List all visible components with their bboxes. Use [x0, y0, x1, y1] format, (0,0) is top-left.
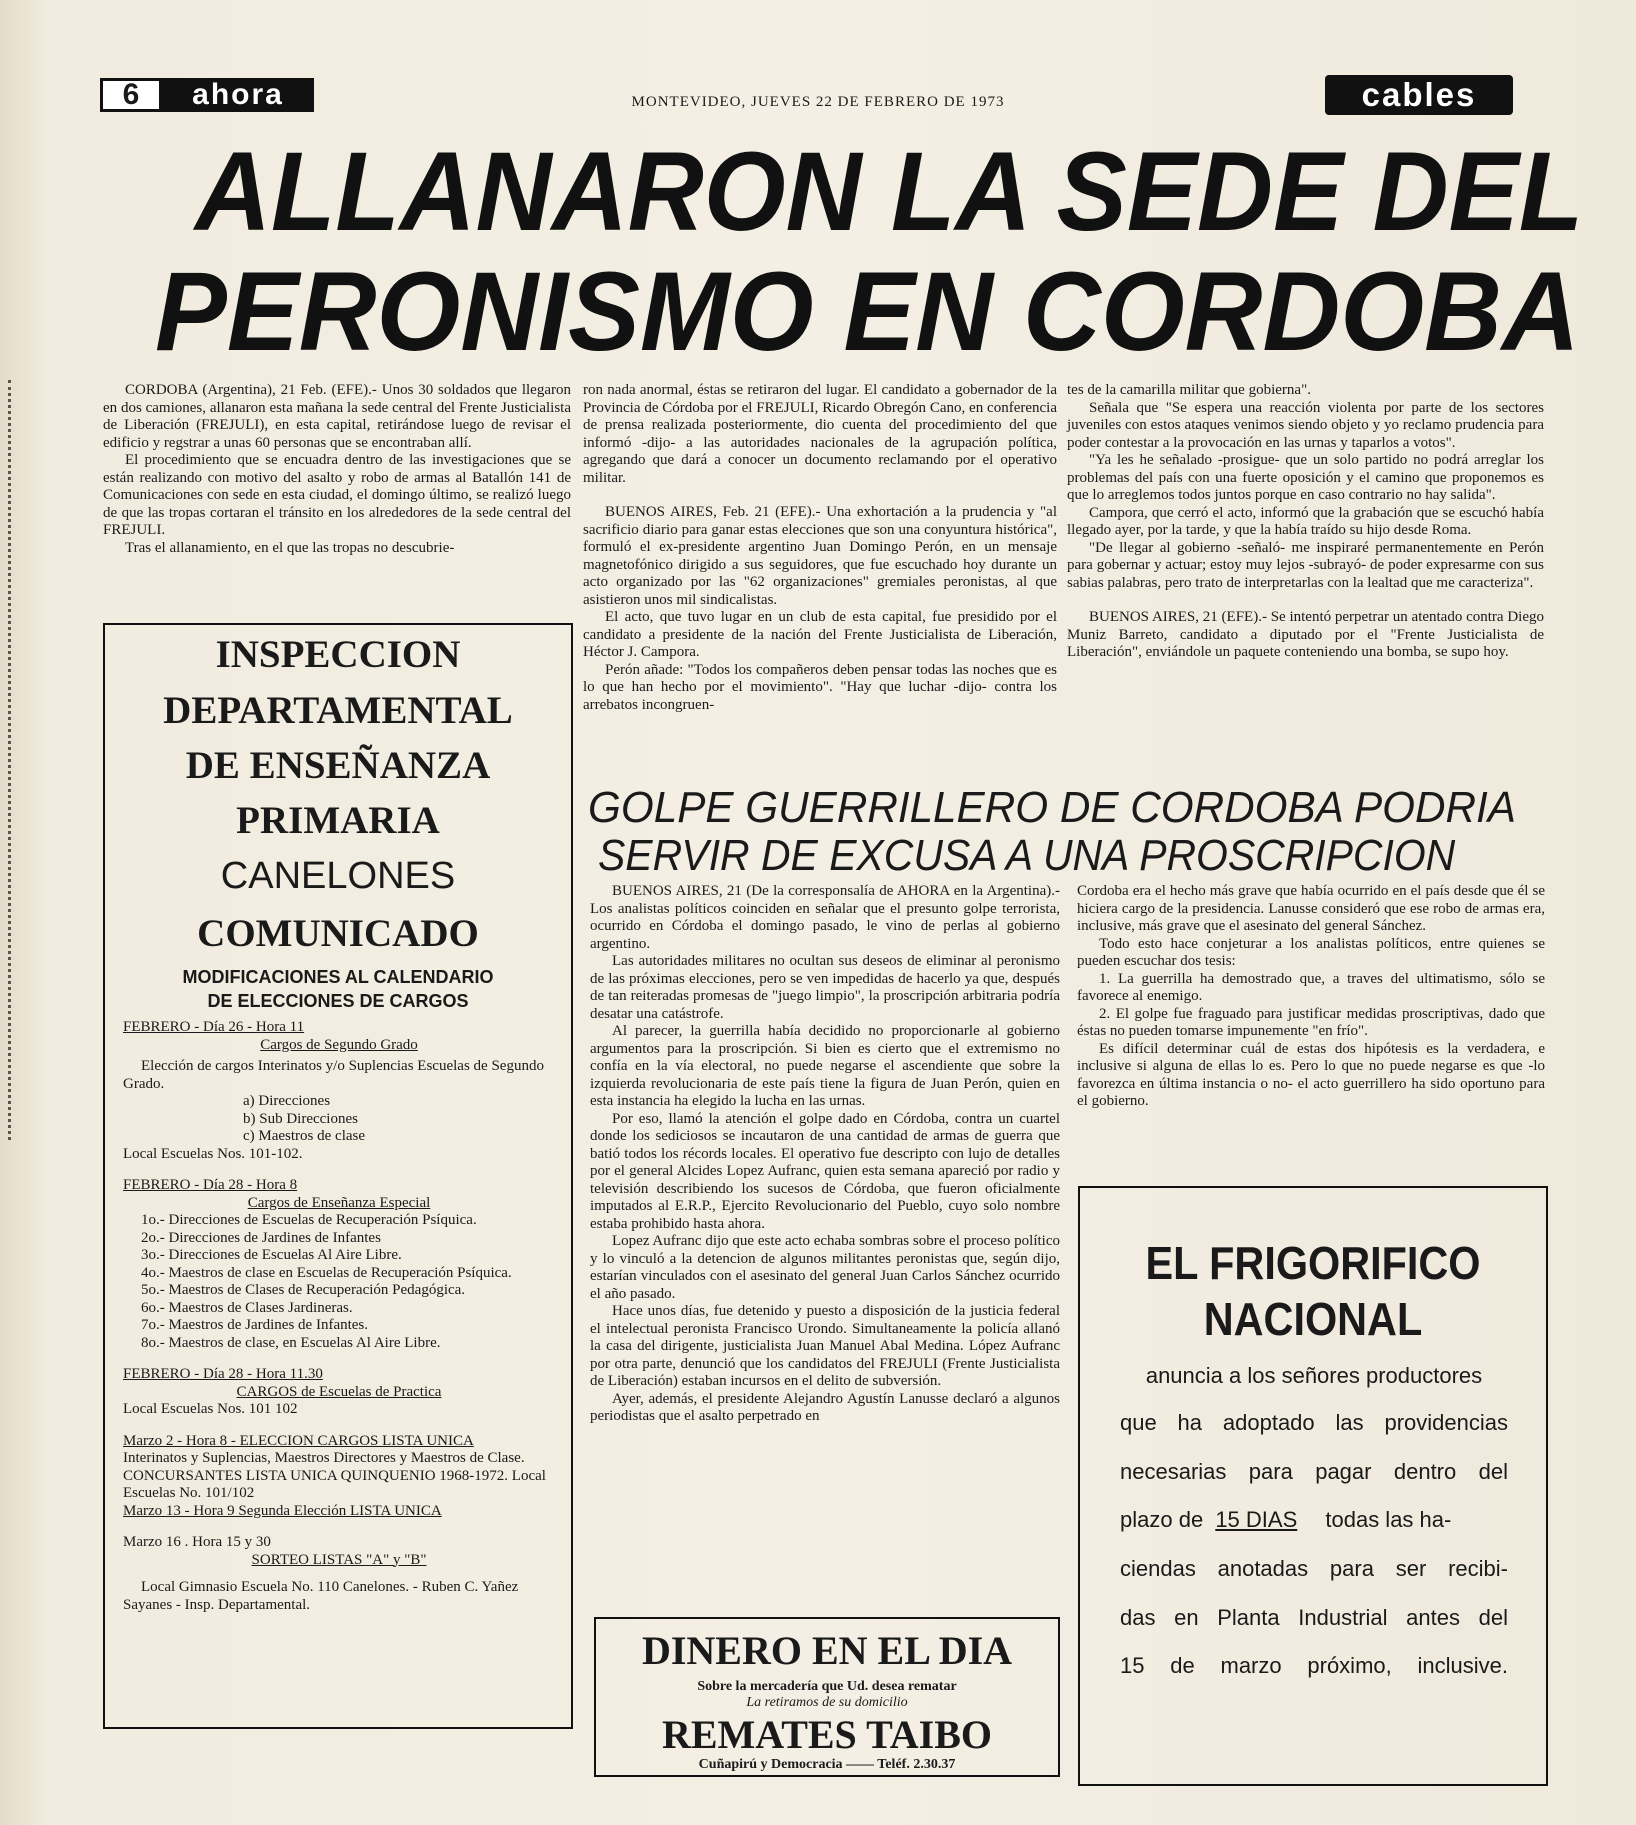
schedule-item: 3o.- Direcciones de Escuelas Al Aire Libre. — [141, 1247, 402, 1263]
section-label: cables — [1325, 75, 1513, 115]
schedule-heading: FEBRERO - Día 26 - Hora 11 — [123, 1019, 305, 1035]
schedule-item: a) Direcciones — [243, 1093, 331, 1109]
schedule-location: Local Escuelas Nos. 101-102. — [123, 1145, 303, 1162]
schedule-text: Interinatos y Suplencias, Maestros Directores y Maestros de Clase. CONCURSANTES LISTA UNICA QUINQUENIO 1968-1972. Local Escuelas No. 101/102 — [123, 1450, 546, 1501]
article-paragraph: Es difícil determinar cuál de estas dos hipótesis es la verdadera, e inclusive si alguna de ellas lo es. Pero lo que no puede negarse es que -lo favorezca en última instancia o no- el acto guerrillero ha sido oportuno para el gobierno. — [1077, 1040, 1545, 1109]
notice-signature: Local Gimnasio Escuela No. 110 Canelones. - Ruben C. Yañez Sayanes - Insp. Departamental. — [123, 1579, 519, 1613]
article-paragraph: Hace unos días, fue detenido y puesto a disposición de la justicia federal el intelectual peronista Francisco Urondo. Simultaneamente la policía allanó la casa del dirigente, justicialista Juan Manuel Abal Medina. López Aufranc por otra parte, denunció que los candidatos del FREJULI (Frente Justicialista de Liberación) estaban incursos en el delito de subversión. — [590, 1303, 1060, 1389]
schedule-item: 4o.- Maestros de clase en Escuelas de Recuperación Psíquica. — [141, 1264, 512, 1281]
schedule-subheading: Cargos de Enseñanza Especial — [247, 1194, 431, 1211]
frigorifico-ad-title: NACIONAL — [1203, 1293, 1423, 1345]
article-paragraph: Tras el allanamiento, en el que las tropas no descubrie- — [125, 539, 455, 556]
dateline: MONTEVIDEO, JUEVES 22 DE FEBRERO DE 1973 — [631, 94, 1005, 110]
article-paragraph: 2. El golpe fue fraguado para justificar medidas proscriptivas, dado que éstas no pueden tomarse impunemente "en frío". — [1077, 1005, 1545, 1039]
frigorifico-ad — [1078, 1186, 1548, 1786]
article1-column2 — [583, 382, 1057, 714]
schedule-heading: Marzo 16 . Hora 15 y 30 — [123, 1534, 271, 1550]
schedule-item: 8o.- Maestros de clase, en Escuelas Al Aire Libre. — [141, 1334, 441, 1351]
notice-subheading: MODIFICACIONES AL CALENDARIO — [182, 967, 494, 987]
article-paragraph: BUENOS AIRES, Feb. 21 (EFE).- Una exhortación a la prudencia y "al sacrificio diario para ganar estas elecciones que son una conyuntura histórica", formuló el ex-presidente argentino Juan Domingo Perón, en un mensaje magnetofónico dirigido a sus seguidores, que fue escuchado hoy durante un acto organizado por las "62 organizaciones" gremiales peronistas, al que asistieron unos mil sindicalistas. — [583, 504, 1057, 608]
article-paragraph: Las autoridades militares no ocultan sus deseos de eliminar al peronismo de las próximas elecciones, pero se ven impedidas de hacerlo ya que, después de tan reiteradas promesas de "juego limpio", la proscripción arbitraria podría desatar una catástrofe. — [590, 953, 1060, 1022]
article-paragraph: "Ya les he señalado -prosigue- que un solo partido no podrá arreglar los problemas del país con una fuerte oposición y el camino que proponemos es que lo arreglemos todos juntos porque en caso contrario no hay salida". — [1067, 452, 1544, 503]
schedule-item: 1o.- Direcciones de Escuelas de Recuperación Psíquica. — [141, 1212, 477, 1228]
article-paragraph: Señala que "Se espera una reacción violenta por parte de los sectores juveniles con estos ataques venimos siendo objeto y yo reclamo prudencia para poder contestar a la provocación en las urnas y taparlos a votos". — [1067, 399, 1544, 451]
frigorifico-ad-line: ciendas anotadas para ser recibi- — [1120, 1556, 1508, 1581]
frigorifico-ad-line: 15 de marzo próximo, inclusive. — [1120, 1653, 1508, 1678]
article2-column1 — [590, 883, 1060, 1426]
frigorifico-ad-text: plazo de — [1120, 1507, 1204, 1532]
article-paragraph: Por eso, llamó la atención el golpe dado en Córdoba, contra un cuartel donde los sediciosos se incautaron de una cantidad de armas de guerra que batió todos los récords locales. El operativo fue descripto con lujo de detalles por el general Alcides Lopez Aufranc, quien esta semana apareció por radio y televisión describiendo los sucesos de Córdoba, que fueron oficialmente imputados al E.R.P., Ejercito Revolucionario del Pueblo, cuyo solo nombre estaba prohibido hasta ahora. — [590, 1110, 1060, 1232]
schedule-item: 7o.- Maestros de Jardines de Infantes. — [141, 1317, 369, 1333]
notice-title-line: INSPECCION — [215, 633, 461, 676]
schedule-subheading: CARGOS de Escuelas de Practica — [236, 1383, 442, 1400]
schedule-list — [123, 1019, 555, 1614]
frigorifico-ad-text: todas las ha- — [1325, 1507, 1452, 1532]
schedule-text: Elección de cargos Interinatos y/o Suplencias Escuelas de Segundo Grado. — [123, 1058, 544, 1092]
schedule-item: 5o.- Maestros de Clases de Recuperación Pedagógica. — [141, 1282, 466, 1298]
schedule-subheading: SORTEO LISTAS "A" y "B" — [251, 1551, 427, 1568]
second-headline-line2: SERVIR DE EXCUSA A UNA PROSCRIPCION — [598, 831, 1456, 880]
schedule-location: Local Escuelas Nos. 101 102 — [123, 1401, 298, 1417]
main-headline-line2: PERONISMO EN CORDOBA — [155, 249, 1580, 374]
schedule-heading: FEBRERO - Día 28 - Hora 11.30 — [123, 1366, 323, 1382]
article1-column3 — [1067, 382, 1544, 662]
schedule-subheading: Cargos de Segundo Grado — [260, 1036, 418, 1053]
article-paragraph: Lopez Aufranc dijo que este acto echaba sombras sobre el proceso político y lo vinculó a la detencion de algunos militantes peronistas que, según dijo, estarían vinculados con el asesinato del general Juan Carlos Sánchez ocurrido el año pasado. — [590, 1233, 1060, 1302]
article-paragraph: Ayer, además, el presidente Alejandro Agustín Lanusse declaró a algunos periodistas que el asalto perpetrado en — [590, 1390, 1060, 1424]
page-number: 6 — [100, 78, 162, 112]
article-paragraph: BUENOS AIRES, 21 (De la corresponsalía de AHORA en la Argentina).- Los analistas políticos coinciden en señalar que el presunto golpe terrorista, ocurrido en Córdoba el domingo pasado, le vino de perlas al gobierno argentino. — [590, 883, 1060, 952]
article-paragraph: tes de la camarilla militar que gobierna". — [1067, 382, 1311, 398]
article-paragraph: Todo esto hace conjeturar a los analistas políticos, entre quienes se pueden escuchar dos tesis: — [1077, 935, 1545, 969]
second-headline-line1: GOLPE GUERRILLERO DE CORDOBA PODRIA — [588, 783, 1516, 832]
dinero-ad — [594, 1617, 1060, 1777]
article2-column2 — [1077, 883, 1545, 1111]
article-paragraph: ron nada anormal, éstas se retiraron del lugar. El candidato a gobernador de la Provincia de Córdoba por el FREJULI, Ricardo Obregón Cano, en conferencia de prensa realizada posteriormente, dio cuenta del procedimiento del que informó -dijo- a las autoridades nacionales de la agrupación política, agregando que dará a conocer un documento reclamando por el operativo militar. — [583, 382, 1057, 486]
notice-title-line: PRIMARIA — [236, 799, 440, 842]
newspaper-brand: ahora — [162, 78, 314, 112]
dinero-ad-address: Cuñapirú y Democracia —— Teléf. 2.30.37 — [698, 1757, 956, 1772]
article-paragraph: El acto, que tuvo lugar en un club de esta capital, fue presidido por el candidato a presidente de la nación del Frente Justicialista de Liberación, Héctor J. Campora. — [583, 609, 1057, 660]
article-paragraph: Perón añade: "Todos los compañeros deben pensar todas las noches que es lo que han hecho por el movimiento". "Hay que luchar -dijo- contra los arrebatos incongruen- — [583, 661, 1057, 713]
frigorifico-ad-line: que ha adoptado las providencias — [1120, 1410, 1508, 1435]
article-paragraph: BUENOS AIRES, 21 (EFE).- Se intentó perpetrar un atentado contra Diego Muniz Barreto, candidato a diputado por el "Frente Justicialista de Liberación", enviándole un paquete conteniendo una bomba, se supo hoy. — [1067, 609, 1544, 660]
dinero-ad-title: DINERO EN EL DIA — [641, 1628, 1013, 1673]
frigorifico-ad-title: EL FRIGORIFICO — [1145, 1237, 1481, 1289]
article-paragraph: El procedimiento que se encuadra dentro de las investigaciones que se están realizando con motivo del asalto y robo de armas al Batallón 141 de Comunicaciones con sede en esta ciudad, el domingo último, se realizó luego de que las tropas cortaran el tránsito en los alrededores de la sede central del FREJULI. — [103, 452, 571, 538]
main-headline-line1: ALLANARON LA SEDE DEL — [195, 129, 1584, 254]
frigorifico-ad-line: anuncia a los señores productores — [1145, 1363, 1483, 1388]
page-gutter — [8, 380, 15, 1140]
frigorifico-ad-highlight: 15 DIAS — [1215, 1507, 1298, 1532]
article-paragraph: "De llegar al gobierno -señaló- me inspiraré permanentemente en Perón para gobernar y actuar; estoy muy lejos -subrayó- de poder expresarme con sus sabias palabras, pero trato de interpretarlas con la lealtad que me caracteriza". — [1067, 539, 1544, 591]
inspeccion-notice — [103, 623, 573, 1729]
schedule-item: c) Maestros de clase — [243, 1128, 366, 1144]
dinero-ad-brand: REMATES TAIBO — [661, 1712, 993, 1757]
dinero-ad-line: Sobre la mercadería que Ud. desea rematar — [697, 1679, 957, 1694]
article-paragraph: CORDOBA (Argentina), 21 Feb. (EFE).- Unos 30 soldados que llegaron en dos camiones, allanaron esta mañana la sede central del Frente Justicialista de Liberación (FREJULI), en esta capital, retirándose luego de revisar el edificio y regstrar a unas 60 personas que se encontraban allí. — [103, 382, 571, 451]
frigorifico-ad-line: das en Planta Industrial antes del — [1120, 1605, 1508, 1630]
notice-subheading: DE ELECCIONES DE CARGOS — [207, 991, 469, 1011]
frigorifico-ad-line: necesarias para pagar dentro del — [1120, 1459, 1508, 1484]
dinero-ad-line: La retiramos de su domicilio — [746, 1695, 908, 1710]
notice-title-line: DE ENSEÑANZA — [185, 744, 491, 787]
notice-heading: COMUNICADO — [197, 912, 479, 955]
article-paragraph: Al parecer, la guerrilla había decidido no proporcionarle al gobierno argumentos para la proscripción. Si bien es cierto que el extremismo no confía en la vía electoral, no puede negarse el ascendiente que sobre la izquierda revolucionaria de este país tiene la figura de Juan Perón, quien en esta instancia ha elegido la lucha en las urnas. — [590, 1023, 1060, 1109]
schedule-item: 2o.- Direcciones de Jardines de Infantes — [141, 1229, 381, 1246]
schedule-item: 6o.- Maestros de Clases Jardineras. — [141, 1299, 353, 1316]
article-paragraph: Campora, que cerró el acto, informó que la grabación que se escuchó había llegado ayer, por la tarde, y que la había traído su hijo desde Roma. — [1067, 504, 1544, 538]
article-paragraph: Cordoba era el hecho más grave que había ocurrido en el país desde que él se hiciera cargo de la presidencia. Lanusse consideró que ese robo de armas era, inclusive, más grave que el asesinato del general Sánchez. — [1077, 883, 1545, 934]
schedule-heading: Marzo 2 - Hora 8 - ELECCION CARGOS LISTA UNICA — [123, 1432, 474, 1449]
frigorifico-ad-line — [1120, 1509, 1508, 1531]
schedule-item: b) Sub Direcciones — [243, 1110, 358, 1127]
schedule-heading: FEBRERO - Día 28 - Hora 8 — [123, 1177, 298, 1193]
notice-title-line: DEPARTAMENTAL — [163, 689, 513, 732]
article1-column1 — [103, 382, 571, 557]
notice-title-line: CANELONES — [220, 855, 456, 897]
schedule-heading: Marzo 13 - Hora 9 Segunda Elección LISTA UNICA — [123, 1502, 442, 1519]
article-paragraph: 1. La guerrilla ha demostrado que, a traves del ultimatismo, sólo se favorece al enemigo. — [1077, 970, 1545, 1004]
